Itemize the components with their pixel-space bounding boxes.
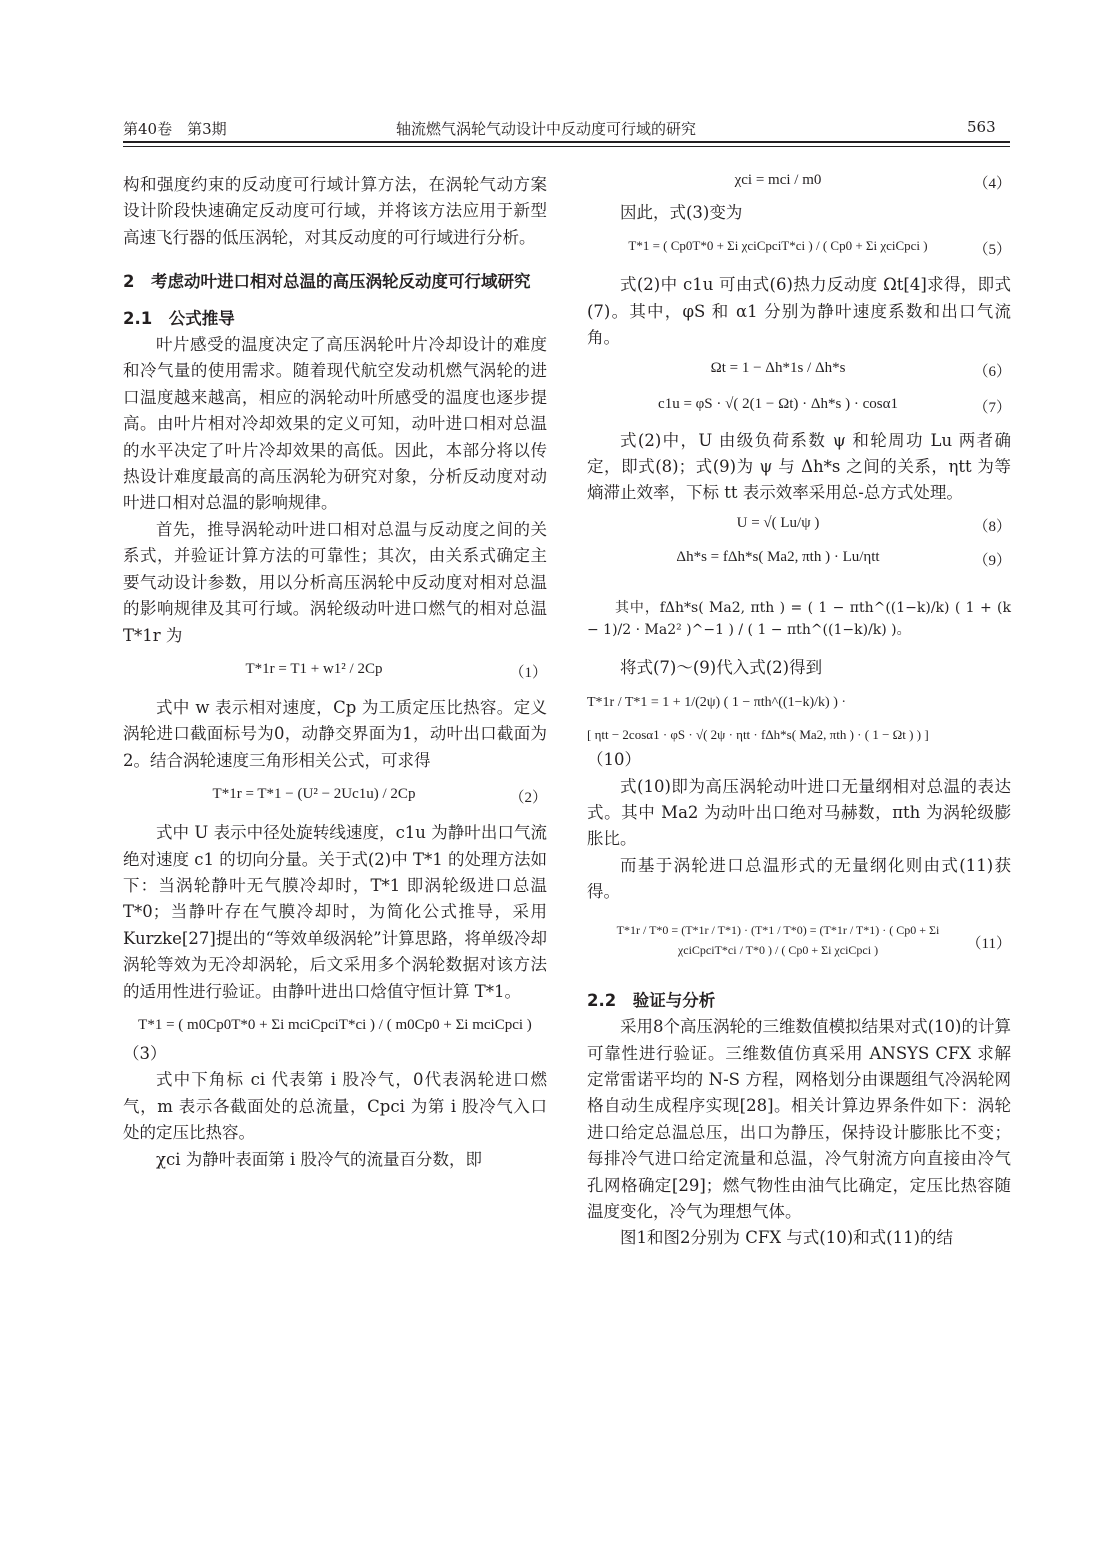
equation-6 [587, 352, 1011, 388]
paragraph: 将式(7)～(9)代入式(2)得到 [620, 657, 823, 677]
equation-4-number: （4） [973, 176, 1011, 192]
equation-11-body: T*1r / T*0 = (T*1r / T*1) · (T*1 / T*0) = (T*1r / T*1) · ( Cp0 + Σi χciCpciT*ci / T*0 ) / ( Cp0 + Σi χciCpci ) [616, 922, 940, 957]
left-column [123, 172, 547, 1173]
equation-9 [587, 543, 1011, 579]
section-2-2-heading: 2.2 验证与分析 [587, 990, 716, 1010]
paragraph: 式中 w 表示相对速度，Cp 为工质定压比热容。定义涡轮进口截面标号为0，动静交界面为1，动叶出口截面为2。结合涡轮速度三角形相关公式，可求得 [123, 697, 547, 770]
equation-4-body: χci = mci / m0 [734, 172, 822, 188]
equation-2-number: （2） [509, 790, 547, 807]
equation-2-body: T*1r = T*1 − (U² − 2Uc1u) / 2Cp [212, 786, 416, 803]
equation-1-number: （1） [509, 664, 547, 681]
equation-3 [123, 1005, 547, 1041]
journal-volume-issue: 第40卷 第3期 [123, 120, 227, 138]
equation-7 [587, 388, 1011, 428]
paragraph: 图1和图2分别为 CFX 与式(10)和式(11)的结 [620, 1228, 954, 1248]
equation-8-body: U = √( Lu/ψ ) [736, 514, 820, 531]
paragraph: 式(2)中，U 由级负荷系数 ψ 和轮周功 Lu 两者确定，即式(8)；式(9)为 ψ 与 Δh*s 之间的关系，ηtt 为等熵滞止效率，下标 tt 表示效率采用总-总方式处理。 [587, 430, 1011, 503]
paragraph: 式中 U 表示中径处旋转线速度，c1u 为静叶出口气流绝对速度 c1 的切向分量。关于式(2)中 T*1 的处理方法如下：当涡轮静叶无气膜冷却时，T*1 即涡轮级进口总温 T*0；当静叶存在气膜冷却时，为简化公式推导，采用 Kurzke[27]提出的“等效单级涡轮”计算思路，将单级冷却涡轮等效为无冷却涡轮，后文采用多个涡轮数据对该方法的适用性进行验证。由静叶进出口焓值守恒计算 T*1。 [123, 823, 547, 1001]
paragraph: 式(10)即为高压涡轮动叶进口无量纲相对总温的表达式。其中 Ma2 为动叶出口绝对马赫数，πth 为涡轮级膨胀比。 [587, 776, 1011, 849]
equation-11 [587, 906, 1011, 980]
running-title: 轴流燃气涡轮气动设计中反动度可行域的研究 [396, 120, 697, 138]
section-2-heading: 2 考虑动叶进口相对总温的高压涡轮反动度可行域研究 [123, 272, 531, 292]
equation-5-body: T*1 = ( Cp0T*0 + Σi χciCpciT*ci ) / ( Cp0 + Σi χciCpci ) [628, 238, 928, 254]
equation-10-number: （10） [587, 750, 641, 770]
equation-2 [123, 774, 547, 820]
header-rule-thick [123, 141, 1010, 143]
equation-1-body: T*1r = T1 + w1² / 2Cp [245, 660, 383, 677]
paragraph: χci 为静叶表面第 i 股冷气的流量百分数，即 [156, 1149, 483, 1169]
equation-9-number: （9） [973, 552, 1011, 569]
equation-6-number: （6） [973, 363, 1011, 380]
equation-3-number: （3） [123, 1043, 167, 1063]
header-rule-thin [123, 146, 1010, 147]
equation-8-number: （8） [973, 518, 1011, 535]
paragraph: 式中下角标 ci 代表第 i 股冷气，0代表涡轮进口燃气，m 表示各截面处的总流量，Cpci 为第 i 股冷气入口处的定压比热容。 [123, 1070, 547, 1143]
right-column [587, 166, 1011, 1252]
paragraph: 首先，推导涡轮动叶进口相对总温与反动度之间的关系式，并验证计算方法的可靠性；其次，由关系式确定主要气动设计参数，用以分析高压涡轮中反动度对相对总温的影响规律及其可行域。涡轮级动叶进口燃气的相对总温 T*1r 为 [123, 519, 547, 645]
equation-5 [587, 226, 1011, 272]
section-2-1-heading: 2.1 公式推导 [123, 308, 235, 328]
paragraph: 因此，式(3)变为 [620, 203, 743, 222]
paragraph: 其中，fΔh*s( Ma2, πth ) = ( 1 − πth^((1−k)/k) ( 1 + (k − 1)/2 · Ma2² )^−1 ) / ( 1 − πth^((1−k)/k) )。 [587, 599, 1011, 638]
equation-7-body: c1u = φS · √( 2(1 − Ωt) · Δh*s ) · cosα1 [658, 395, 898, 412]
equation-9-body: Δh*s = fΔh*s( Ma2, πth ) · Lu/ηtt [676, 548, 880, 565]
equation-1 [123, 649, 547, 695]
paragraph: 采用8个高压涡轮的三维数值模拟结果对式(10)的计算可靠性进行验证。三维数值仿真采用 ANSYS CFX 求解定常雷诺平均的 N-S 方程，网格划分由课题组气冷涡轮网格自动生成程序实现[28]。相关计算边界条件如下：涡轮进口给定总温总压，出口为静压，保持设计膨胀比不变；每排冷气进口给定流量和总温，冷气射流方向直接由冷气孔网格确定[29]；燃气物性由油气比确定，定压比热容随温度变化，冷气为理想气体。 [587, 1017, 1011, 1221]
equation-8 [587, 507, 1011, 543]
equation-4 [587, 166, 1011, 200]
paragraph: 构和强度约束的反动度可行域计算方法，在涡轮气动方案设计阶段快速确定反动度可行域，并将该方法应用于新型高速飞行器的低压涡轮，对其反动度的可行域进行分析。 [123, 175, 547, 247]
equation-10-line-1: T*1r / T*1 = 1 + 1/(2ψ) ( 1 − πth^((1−k)/k) ) · [587, 695, 847, 711]
paragraph: 叶片感受的温度决定了高压涡轮叶片冷却设计的难度和冷气量的使用需求。随着现代航空发动机燃气涡轮的进口温度越来越高，相应的涡轮动叶所感受的温度也逐步提高。由叶片相对冷却效果的定义可知，动叶进口相对总温的水平决定了叶片冷却效果的高低。因此，本部分将以传热设计难度最高的高压涡轮为研究对象，分析反动度对动叶进口相对总温的影响规律。 [123, 335, 547, 513]
paragraph: 式(2)中 c1u 可由式(6)热力反动度 Ωt[4]求得，即式(7)。其中，φS 和 α1 分别为静叶速度系数和出口气流角。 [587, 275, 1011, 348]
paragraph: 而基于涡轮进口总温形式的无量纲化则由式(11)获得。 [587, 855, 1011, 902]
equation-10-line-2: [ ηtt − 2cosα1 · φS · √( 2ψ · ηtt · fΔh*s( Ma2, πth ) · ( 1 − Ωt ) ) ] [587, 727, 929, 743]
equation-6-body: Ωt = 1 − Δh*1s / Δh*s [710, 359, 846, 376]
equation-3-body: T*1 = ( m0Cp0T*0 + Σi mciCpciT*ci ) / ( m0Cp0 + Σi mciCpci ) [138, 1016, 532, 1033]
equation-11-number: （11） [966, 935, 1011, 952]
equation-5-number: （5） [973, 242, 1011, 259]
equation-7-number: （7） [973, 399, 1011, 416]
page-number: 563 [967, 118, 996, 136]
